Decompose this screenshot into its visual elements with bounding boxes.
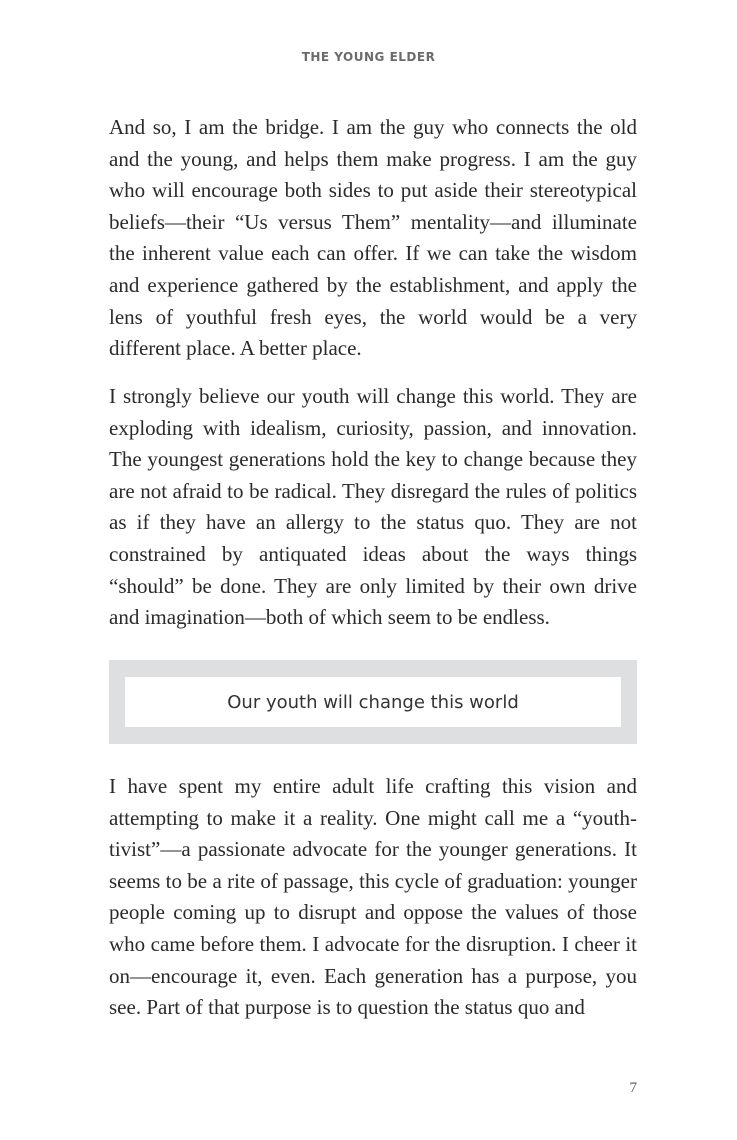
pull-quote-inner [125, 677, 621, 727]
body-paragraph: I have spent my entire adult life crafting this vision and attempting to make it a reality. One might call me a “youth-tivist”—a passionate advocate for the younger generations. It seems to be a rite of passage, this cycle of graduation: younger people coming up to disrupt and oppose the values of those who came before them. I advocate for the disruption. I cheer it on—encourage it, even. Each generation has a purpose, you see. Part of that purpose is to question the status quo and [109, 774, 637, 1020]
running-head: THE YOUNG ELDER [301, 50, 436, 64]
page-number: 7 [629, 1080, 637, 1096]
body-paragraph: I strongly believe our youth will change this world. They are exploding with idealism, curiosity, passion, and innovation. The youngest generations hold the key to change because they are not afraid to be radical. They disregard the rules of politics as if they have an allergy to the status quo. They are not constrained by antiquated ideas about the ways things “should” be done. They are only limited by their own drive and imagination—both of which seem to be endless. [109, 384, 637, 630]
pull-quote-text: Our youth will change this world [227, 691, 519, 713]
body-paragraph: And so, I am the bridge. I am the guy who connects the old and the young, and helps them make progress. I am the guy who will encourage both sides to put aside their stereotypical beliefs—their “Us versus Them” mentality—and illuminate the inherent value each can offer. If we can take the wisdom and experience gathered by the establishment, and apply the lens of youthful fresh eyes, the world would be a very different place. A better place. [109, 115, 637, 361]
pull-quote-box [109, 660, 637, 744]
